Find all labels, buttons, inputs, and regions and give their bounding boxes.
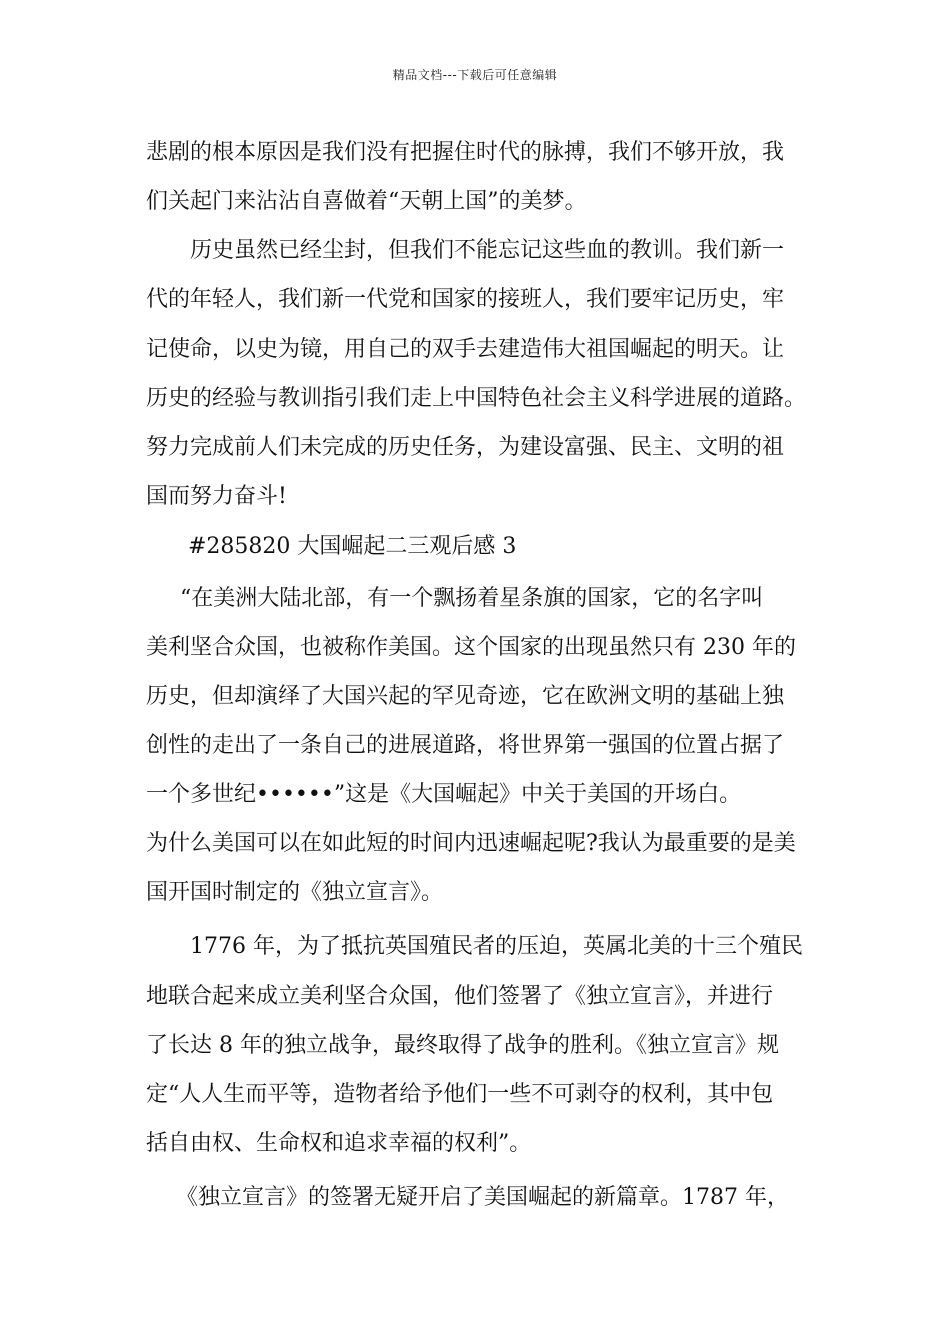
text-line: 国开国时制定的《独立宣言》。 [146, 880, 444, 905]
heading-text: #285820 大国崛起二三观后感 3 [188, 534, 517, 559]
text-line: 定“人人生而平等，造物者给予他们一些不可剥夺的权利，其中包 [146, 1082, 774, 1107]
text-line: 代的年轻人，我们新一代党和国家的接班人，我们要牢记历史，牢 [146, 287, 785, 312]
text-line: 们关起门来沾沾自喜做着“天朝上国”的美梦。 [146, 189, 587, 214]
text-line: 历史的经验与教训指引我们走上中国特色社会主义科学进展的道路。 [146, 386, 807, 411]
text-line: 记使命，以史为镜，用自己的双手去建造伟大祖国崛起的明天。让 [146, 337, 785, 362]
text-line: 地联合起来成立美利坚合众国，他们签署了《独立宣言》，并进行 [146, 984, 774, 1009]
text-line: 一个多世纪••••••”这是《大国崛起》中关于美国的开场白。 [146, 782, 742, 807]
text-line: 国而努力奋斗! [146, 484, 287, 509]
text-line: 历史虽然已经尘封，但我们不能忘记这些血的教训。我们新一 [190, 238, 785, 263]
text-line: 努力完成前人们未完成的历史任务，为建设富强、民主、文明的祖 [146, 435, 785, 460]
text-line: 创性的走出了一条自己的进展道路，将世界第一强国的位置占据了 [146, 733, 785, 758]
text-line: 美利坚合众国，也被称作美国。这个国家的出现虽然只有 230 年的 [146, 635, 796, 660]
text-line: “在美洲大陆北部，有一个飘扬着星条旗的国家，它的名字叫 [180, 586, 764, 611]
page-header: 精品文档---下载后可任意编辑 [392, 68, 558, 82]
text-line: 1776 年，为了抵抗英国殖民者的压迫，英属北美的十三个殖民 [190, 934, 803, 959]
text-line: 《独立宣言》的签署无疑开启了美国崛起的新篇章。1787 年， [176, 1185, 789, 1210]
text-line: 悲剧的根本原因是我们没有把握住时代的脉搏，我们不够开放，我 [146, 140, 785, 165]
text-line: 了长达 8 年的独立战争，最终取得了战争的胜利。《独立宣言》规 [146, 1033, 779, 1058]
text-line: 历史，但却演绎了大国兴起的罕见奇迹，它在欧洲文明的基础上独 [146, 684, 785, 709]
text-line: 为什么美国可以在如此短的时间内迅速崛起呢?我认为最重要的是美 [146, 831, 796, 856]
text-line: 括自由权、生命权和追求幸福的权利”。 [146, 1131, 532, 1156]
